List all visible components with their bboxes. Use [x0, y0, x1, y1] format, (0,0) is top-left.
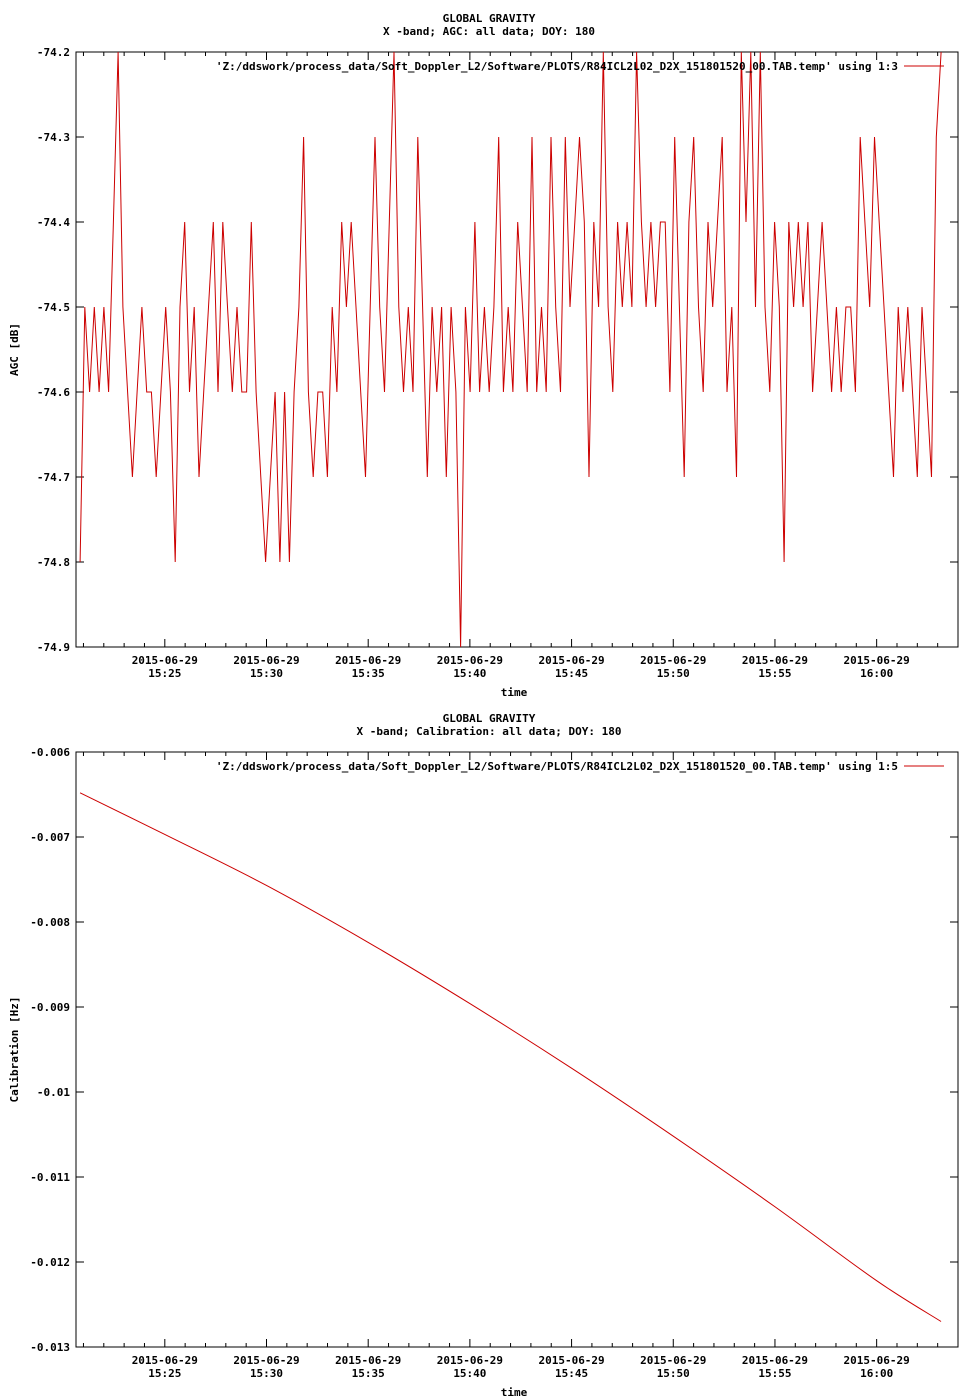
x-tick-time: 15:50	[656, 667, 690, 680]
x-tick-time: 16:00	[860, 667, 894, 680]
chart-subtitle: X -band; Calibration: all data; DOY: 180	[356, 725, 622, 738]
y-axis-label: AGC [dB]	[8, 323, 21, 376]
x-tick-time: 15:25	[148, 667, 182, 680]
x-tick-date: 2015-06-29	[233, 654, 300, 667]
x-tick-date: 2015-06-29	[640, 1354, 707, 1367]
x-tick-date: 2015-06-29	[131, 1354, 198, 1367]
y-tick-label: -0.006	[30, 746, 70, 759]
x-tick-time: 15:45	[555, 667, 589, 680]
x-tick-time: 15:55	[758, 667, 792, 680]
x-tick-time: 15:30	[249, 667, 284, 680]
y-tick-label: -74.9	[36, 641, 70, 654]
x-tick-time: 15:40	[453, 667, 487, 680]
plot-frame	[76, 752, 958, 1347]
y-tick-label: -0.011	[30, 1171, 70, 1184]
y-tick-label: -0.008	[30, 916, 70, 929]
y-tick-label: -74.2	[36, 46, 70, 59]
y-tick-label: -74.7	[36, 471, 70, 484]
x-tick-time: 15:40	[453, 1367, 487, 1380]
y-tick-label: -74.4	[36, 216, 70, 229]
y-tick-label: -0.012	[30, 1256, 70, 1269]
series-line	[80, 793, 941, 1322]
x-tick-date: 2015-06-29	[131, 654, 198, 667]
x-tick-date: 2015-06-29	[843, 654, 910, 667]
x-tick-date: 2015-06-29	[741, 1354, 809, 1367]
plot-frame	[76, 52, 958, 647]
y-tick-label: -0.009	[30, 1001, 70, 1014]
x-axis-label: time	[500, 686, 528, 699]
x-tick-time: 15:30	[249, 1367, 284, 1380]
x-tick-time: 15:50	[656, 1367, 690, 1380]
y-tick-label: -74.6	[36, 386, 70, 399]
chart-subtitle: X -band; AGC: all data; DOY: 180	[383, 25, 595, 38]
chart-1	[8, 12, 958, 699]
legend-label: 'Z:/ddswork/process_data/Soft_Doppler_L2/Software/PLOTS/R84ICL2L02_D2X_151801520_00.TAB.temp' using 1:5	[215, 760, 898, 773]
x-tick-time: 16:00	[860, 1367, 894, 1380]
x-tick-date: 2015-06-29	[843, 1354, 910, 1367]
x-tick-date: 2015-06-29	[640, 654, 707, 667]
x-tick-date: 2015-06-29	[436, 1354, 504, 1367]
x-tick-time: 15:35	[351, 1367, 385, 1380]
legend-label: 'Z:/ddswork/process_data/Soft_Doppler_L2/Software/PLOTS/R84ICL2L02_D2X_151801520_00.TAB.temp' using 1:3	[215, 60, 898, 73]
x-tick-time: 15:55	[758, 1367, 792, 1380]
chart-2	[8, 712, 958, 1399]
y-tick-label: -74.3	[36, 131, 70, 144]
x-tick-date: 2015-06-29	[335, 654, 402, 667]
y-tick-label: -74.8	[36, 556, 70, 569]
y-tick-label: -0.01	[36, 1086, 70, 1099]
chart-title: GLOBAL GRAVITY	[442, 712, 536, 725]
x-axis-label: time	[500, 1386, 528, 1399]
x-tick-time: 15:45	[555, 1367, 589, 1380]
series-line	[80, 52, 941, 647]
x-tick-time: 15:35	[351, 667, 385, 680]
x-tick-date: 2015-06-29	[233, 1354, 300, 1367]
x-tick-date: 2015-06-29	[741, 654, 809, 667]
legend	[216, 760, 944, 773]
chart-title: GLOBAL GRAVITY	[442, 12, 536, 25]
y-tick-label: -0.007	[30, 831, 70, 844]
x-tick-time: 15:25	[148, 1367, 182, 1380]
y-axis-label: Calibration [Hz]	[8, 996, 21, 1103]
y-tick-label: -0.013	[30, 1341, 70, 1354]
x-tick-date: 2015-06-29	[335, 1354, 402, 1367]
y-tick-label: -74.5	[36, 301, 70, 314]
legend	[216, 60, 944, 73]
x-tick-date: 2015-06-29	[436, 654, 504, 667]
x-tick-date: 2015-06-29	[538, 654, 605, 667]
x-tick-date: 2015-06-29	[538, 1354, 605, 1367]
